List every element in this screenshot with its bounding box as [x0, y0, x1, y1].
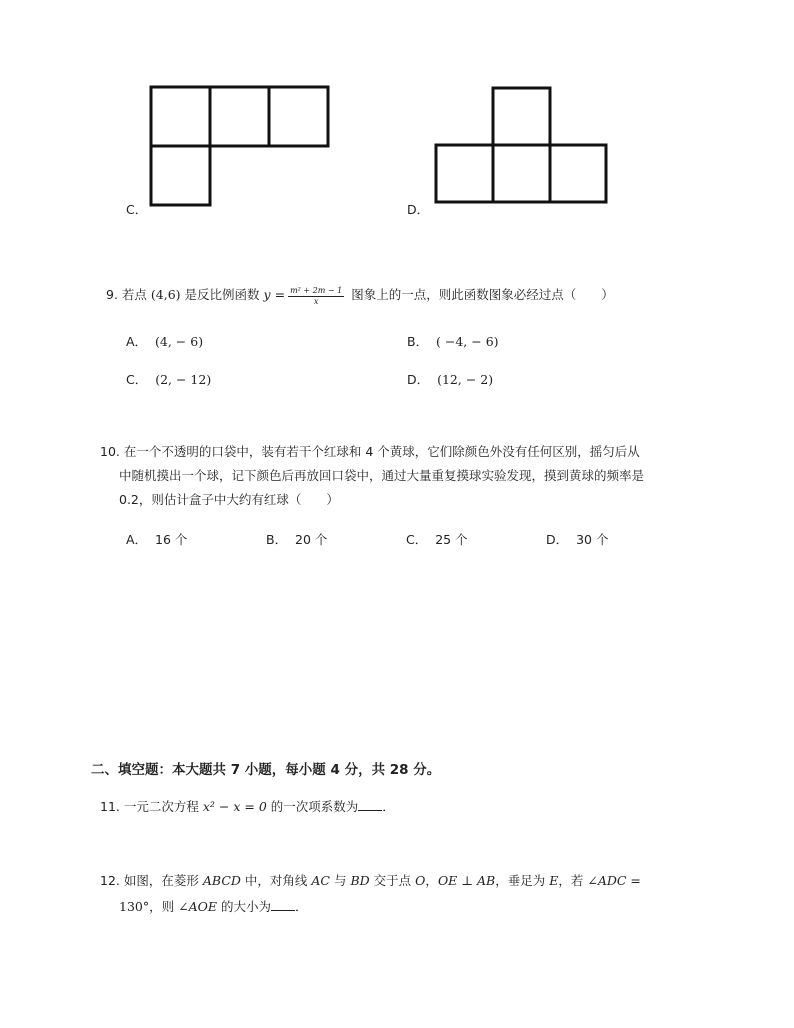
question-12-line-2	[119, 895, 308, 919]
figure-d-net	[430, 84, 612, 208]
net-c-square-4	[151, 146, 210, 205]
question-9-option-c[interactable]	[126, 370, 211, 388]
figure-c-label: C．	[126, 202, 148, 217]
question-12-text: 与	[333, 873, 347, 888]
question-12-end: ．	[294, 899, 308, 914]
question-9-option-b[interactable]	[407, 332, 499, 350]
point-e: E	[549, 873, 559, 888]
question-9-fraction-numerator: m² + 2m − 1	[290, 285, 343, 295]
net-c-square-1	[151, 87, 210, 146]
option-value: (4, − 6)	[155, 334, 204, 349]
question-10-line-3: 0.2，则估计盒子中大约有红球（ ）	[119, 492, 339, 507]
question-9-option-a[interactable]	[126, 332, 203, 350]
question-11-end: ．	[382, 799, 395, 814]
question-9-number: 9.	[106, 287, 118, 302]
question-10-text-line-1: 在一个不透明的口袋中，装有若干个红球和 4 个黄球，它们除颜色外没有任何区别，摇匀后从	[123, 444, 640, 459]
question-12-text: ，则	[149, 899, 175, 914]
question-9-fraction	[288, 285, 344, 307]
option-label: D．	[546, 532, 569, 547]
question-12-text: ，	[425, 873, 438, 888]
question-12-text: 的大小为	[220, 899, 271, 914]
option-value: 30 个	[576, 532, 609, 547]
option-value: ( −4, − 6)	[436, 334, 499, 349]
question-12-text: ，若	[558, 873, 584, 888]
point-o: O	[415, 873, 426, 888]
angle-aoe: ∠AOE	[178, 899, 217, 914]
question-10-option-b[interactable]	[266, 530, 327, 548]
option-label: A．	[126, 334, 148, 349]
angle-adc: ∠ADC =	[587, 873, 641, 888]
question-11-number: 11.	[100, 799, 120, 814]
diagonal-ac: AC	[311, 873, 330, 888]
net-d-square-top	[493, 88, 550, 145]
diagonal-bd: BD	[350, 873, 370, 888]
question-10-line-2: 中随机摸出一个球，记下颜色后再放回口袋中，通过大量重复摸球实验发现，摸到黄球的频率是	[119, 468, 645, 483]
question-11-text-pre: 一元二次方程	[123, 799, 199, 814]
rhombus-abcd: ABCD	[202, 873, 241, 888]
question-9-option-d[interactable]	[407, 370, 493, 388]
option-value: 16 个	[155, 532, 188, 547]
question-10-number: 10.	[100, 444, 120, 459]
oe-perpendicular-ab: OE ⊥ AB	[437, 873, 496, 888]
question-12-text: 中，对角线	[244, 873, 308, 888]
option-value: (2, − 12)	[155, 372, 212, 387]
angle-value: 130°	[119, 899, 150, 914]
option-label: A．	[126, 532, 148, 547]
net-d-square-right	[550, 145, 606, 202]
net-d-square-middle	[493, 145, 550, 202]
question-11-equation: x² − x = 0	[202, 799, 267, 814]
question-10-option-c[interactable]	[406, 530, 468, 548]
option-value: 20 个	[295, 532, 328, 547]
question-10-option-d[interactable]	[546, 530, 608, 548]
question-9-stem	[106, 283, 614, 307]
answer-blank[interactable]	[358, 799, 382, 811]
option-value: (12, − 2)	[437, 372, 494, 387]
option-label: C．	[126, 372, 148, 387]
option-label: D．	[407, 372, 430, 387]
question-9-text-pre: 若点	[121, 287, 147, 302]
option-label: B．	[407, 334, 429, 349]
question-10-line-1	[100, 440, 640, 464]
net-d-square-left	[436, 145, 493, 202]
option-label: C．	[406, 532, 428, 547]
section-2-title: 二、填空题：本大题共 7 小题，每小题 4 分，共 28 分。	[91, 762, 441, 778]
question-9-point: (4,6)	[150, 287, 181, 302]
answer-blank[interactable]	[271, 899, 295, 911]
question-10-option-a[interactable]	[126, 530, 187, 548]
net-c-square-2	[210, 87, 269, 146]
question-11	[100, 795, 395, 819]
question-9-text-post: 图象上的一点，则此函数图象必经过点（ ）	[351, 287, 614, 302]
question-9-lhs: y =	[263, 287, 286, 302]
question-9-text-mid: 是反比例函数	[184, 287, 260, 302]
question-11-text-post: 的一次项系数为	[270, 799, 359, 814]
question-12-text: 交于点	[373, 873, 412, 888]
question-9-fraction-denominator: x	[313, 296, 319, 306]
figure-c-net	[145, 82, 335, 210]
question-12-line-1	[100, 869, 641, 893]
net-c-square-3	[269, 87, 328, 146]
figure-d-label: D．	[407, 202, 430, 217]
option-label: B．	[266, 532, 288, 547]
question-12-text: 如图，在菱形	[123, 873, 199, 888]
option-value: 25 个	[435, 532, 468, 547]
question-12-number: 12.	[100, 873, 120, 888]
question-12-text: ，垂足为	[495, 873, 546, 888]
